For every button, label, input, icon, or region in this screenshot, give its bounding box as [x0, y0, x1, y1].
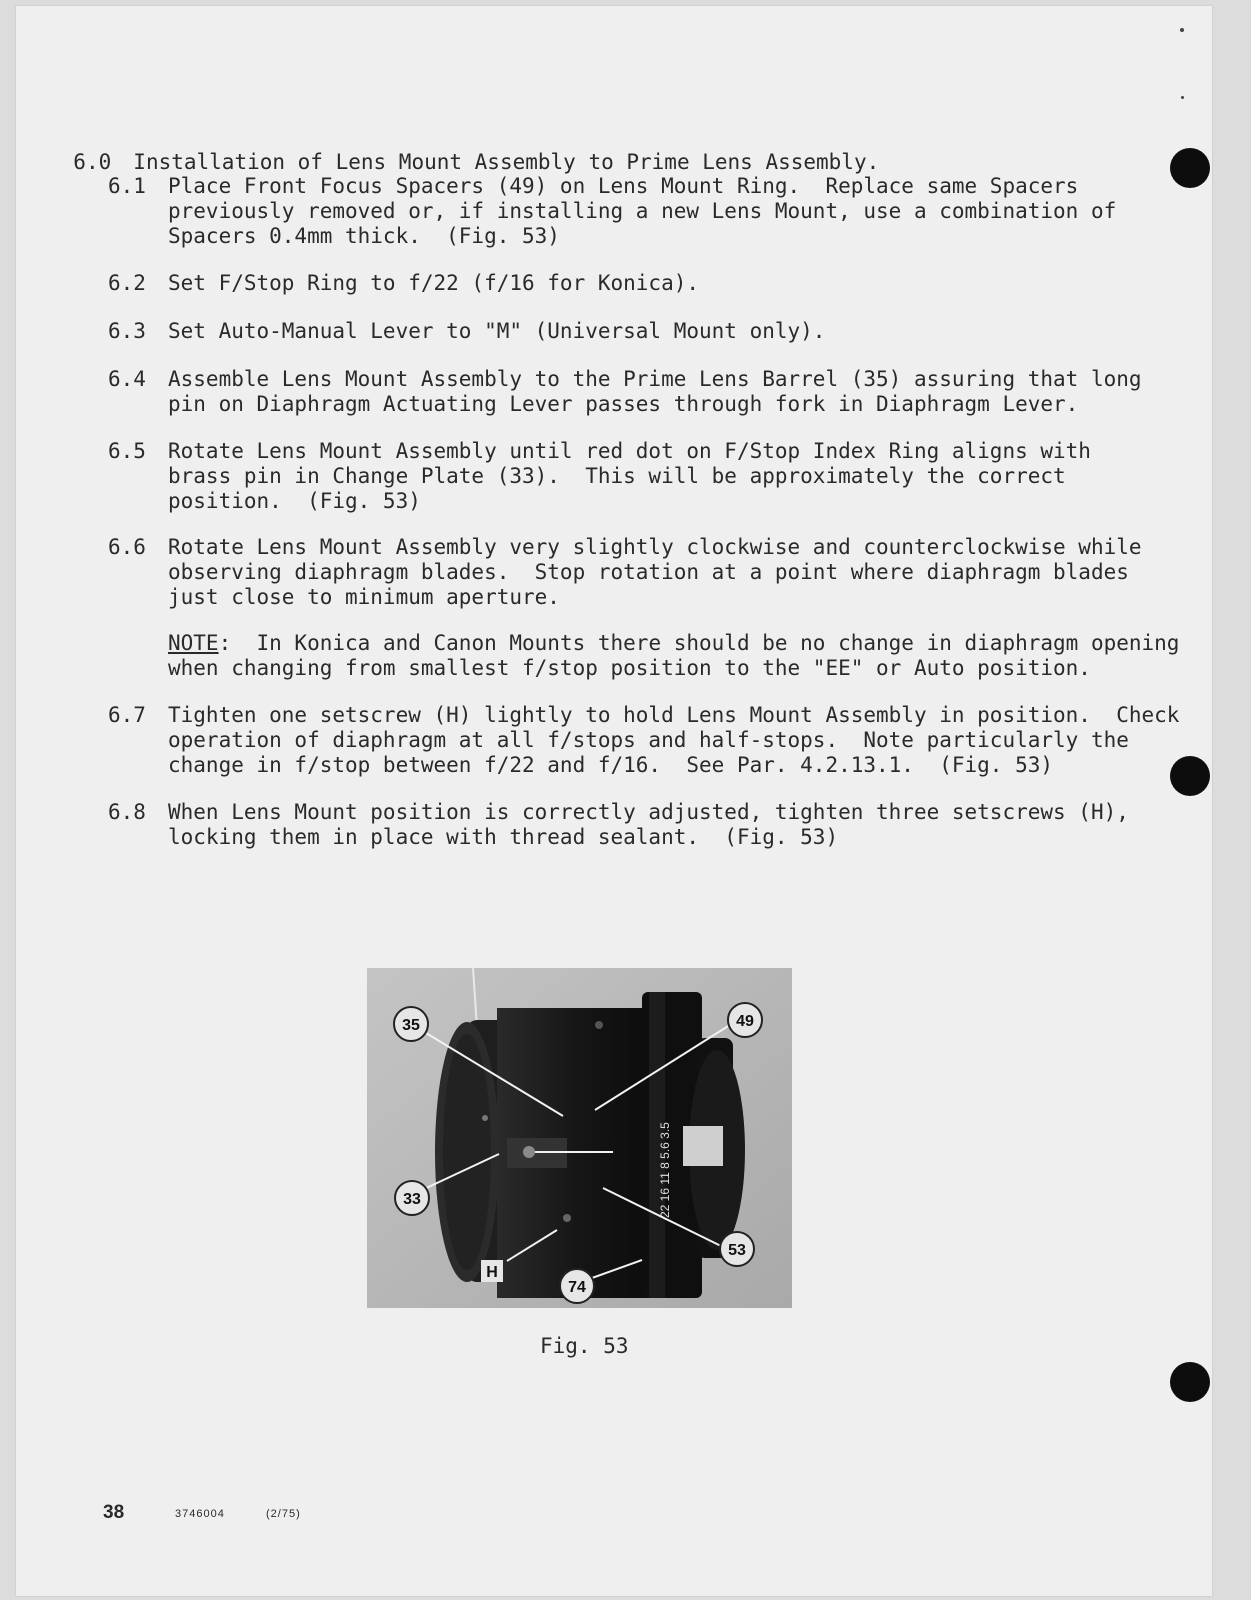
step-line: Rotate Lens Mount Assembly very slightly clockwise and counterclockwise while — [168, 535, 1142, 559]
step-line: Set F/Stop Ring to f/22 (f/16 for Konica). — [168, 271, 700, 295]
step-text — [168, 800, 1148, 850]
step-text — [168, 703, 1180, 778]
section-number: 6.0 — [73, 150, 112, 174]
step-line: locking them in place with thread sealant. (Fig. 53) — [168, 825, 839, 849]
step-number: 6.7 — [108, 703, 146, 727]
section-heading — [48, 126, 879, 174]
step-text — [168, 367, 1148, 417]
step-number: 6.5 — [108, 439, 146, 463]
lens-photo-illustration — [367, 968, 792, 1308]
callout-74-label: 74 — [568, 1279, 586, 1296]
punch-hole-middle — [1170, 756, 1210, 796]
step-line: operation of diaphragm at all f/stops and half-stops. Note particularly the — [168, 728, 1129, 752]
callout-35-label: 35 — [402, 1017, 420, 1034]
step-number: 6.1 — [108, 174, 146, 198]
step-line: previously removed or, if installing a new Lens Mount, use a combination of — [168, 199, 1117, 223]
punch-hole-bottom — [1170, 1362, 1210, 1402]
note-text — [168, 631, 1180, 681]
callout-33-label: 33 — [403, 1191, 421, 1208]
page-number: 38 — [103, 1502, 125, 1523]
margin-speck — [1180, 28, 1184, 32]
callout-49-label: 49 — [736, 1013, 754, 1030]
step-number: 6.3 — [108, 319, 146, 343]
step-text — [168, 319, 1148, 344]
punch-hole-top — [1170, 148, 1210, 188]
step-line: Assemble Lens Mount Assembly to the Prime Lens Barrel (35) assuring that long — [168, 367, 1142, 391]
step-line: When Lens Mount position is correctly adjusted, tighten three setscrews (H), — [168, 800, 1129, 824]
step-line: change in f/stop between f/22 and f/16. See Par. 4.2.13.1. (Fig. 53) — [168, 753, 1054, 777]
step-line: observing diaphragm blades. Stop rotation at a point where diaphragm blades — [168, 560, 1129, 584]
document-code: 3746004 — [175, 1508, 225, 1520]
step-number: 6.4 — [108, 367, 146, 391]
step-line: Set Auto-Manual Lever to "M" (Universal Mount only). — [168, 319, 826, 343]
step-line: just close to minimum aperture. — [168, 585, 560, 609]
note-line: when changing from smallest f/stop position to the "EE" or Auto position. — [168, 656, 1091, 680]
step-line: Spacers 0.4mm thick. (Fig. 53) — [168, 224, 560, 248]
step-number: 6.2 — [108, 271, 146, 295]
step-line: pin on Diaphragm Actuating Lever passes through fork in Diaphragm Lever. — [168, 392, 1079, 416]
step-line: Place Front Focus Spacers (49) on Lens Mount Ring. Replace same Spacers — [168, 174, 1079, 198]
step-line: Rotate Lens Mount Assembly until red dot on F/Stop Index Ring aligns with — [168, 439, 1091, 463]
callout-h-label: H — [486, 1264, 498, 1281]
figure-caption: Fig. 53 — [540, 1334, 629, 1358]
step-text — [168, 535, 1148, 610]
step-text — [168, 174, 1148, 249]
note-line — [168, 631, 1180, 656]
step-line: position. (Fig. 53) — [168, 489, 421, 513]
step-text — [168, 439, 1148, 514]
revision-date: (2/75) — [266, 1508, 301, 1520]
fstop-scale: 22 16 11 8 5.6 3.5 — [658, 1122, 672, 1218]
step-line: Tighten one setscrew (H) lightly to hold Lens Mount Assembly in position. Check — [168, 703, 1180, 727]
step-number: 6.8 — [108, 800, 146, 824]
note-label: NOTE — [168, 631, 219, 655]
lens-photo — [367, 968, 792, 1308]
section-title: Installation of Lens Mount Assembly to Prime Lens Assembly. — [133, 150, 880, 174]
margin-speck — [1181, 96, 1184, 99]
callout-53-label: 53 — [728, 1242, 746, 1259]
step-number: 6.6 — [108, 535, 146, 559]
step-text — [168, 271, 1148, 296]
note-line-rest: : In Konica and Canon Mounts there should be no change in diaphragm opening — [218, 631, 1180, 655]
step-line: brass pin in Change Plate (33). This will be approximately the correct — [168, 464, 1066, 488]
